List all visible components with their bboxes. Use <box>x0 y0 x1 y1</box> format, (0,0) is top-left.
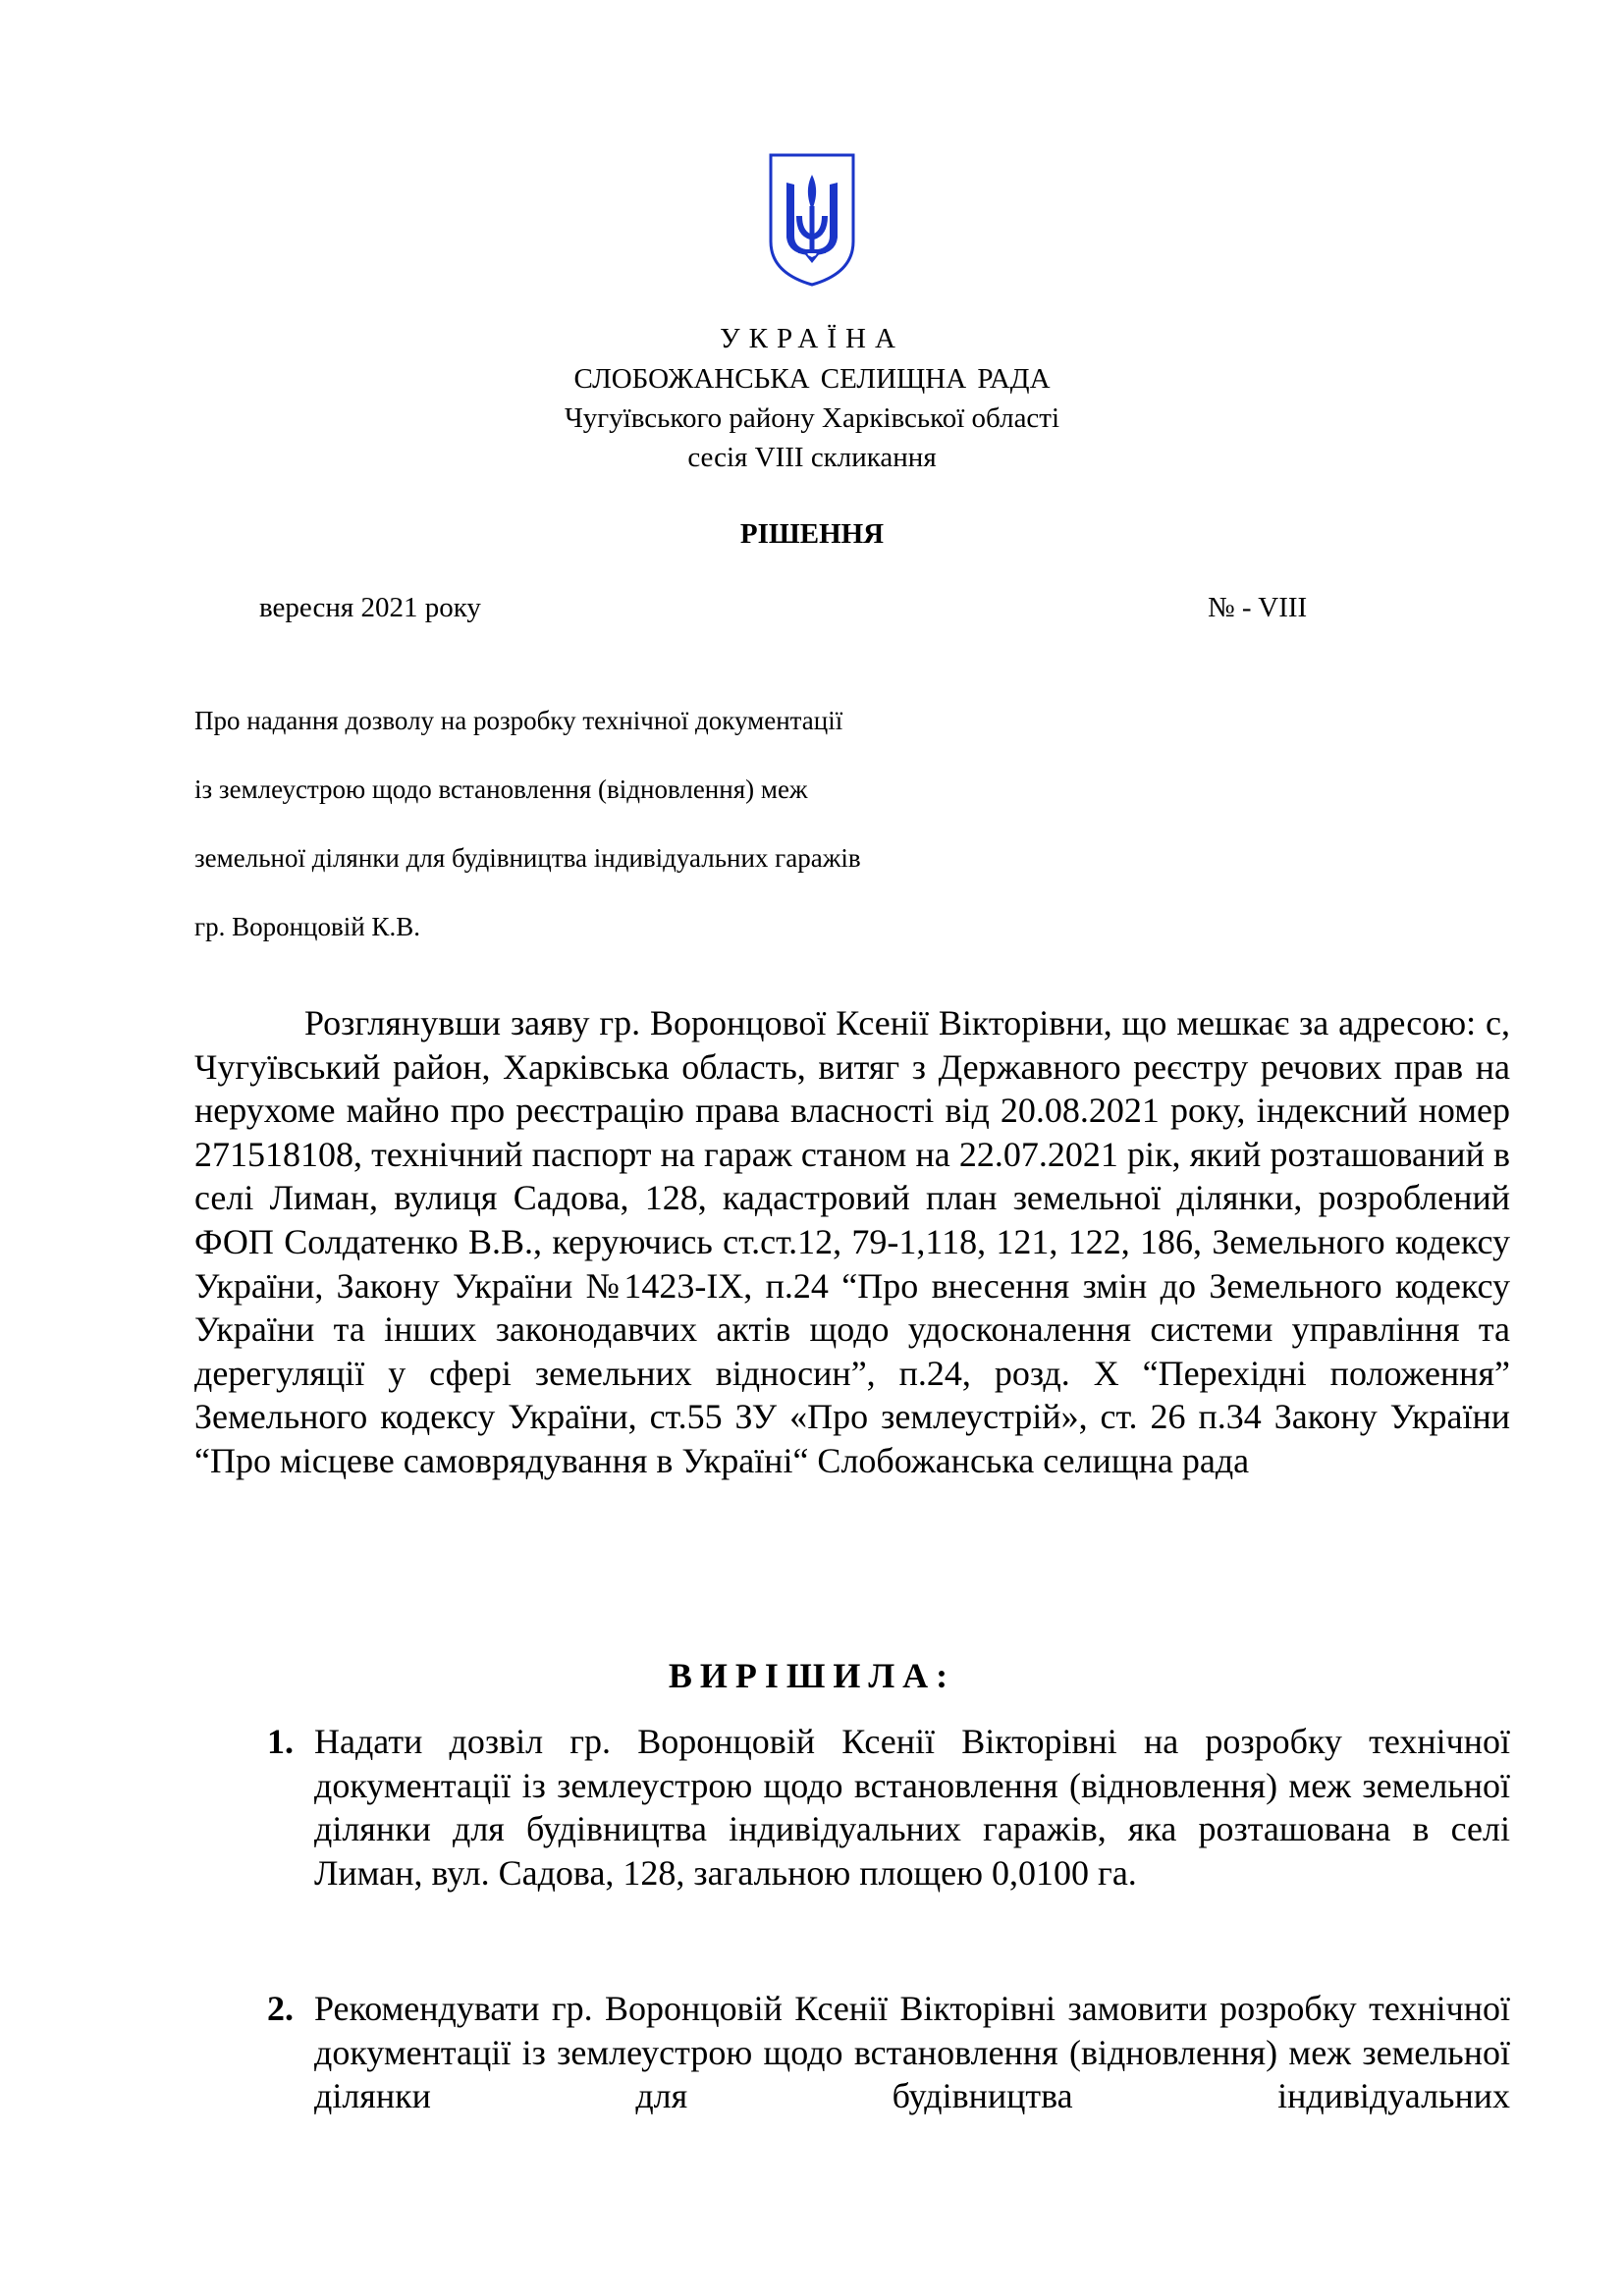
session-label: сесія VIII скликання <box>687 442 937 473</box>
item-text-2: Рекомендувати гр. Воронцовій Ксенії Вікторівні замовити розробку технічної документації із землеустрою щодо встановлення (відновлення) меж земельної ділянки для будівництва індивідуальних <box>314 1989 1510 2116</box>
council-name: СЛОБОЖАНСЬКА СЕЛИЩНА РАДА <box>573 363 1051 395</box>
document-title: РІШЕННЯ <box>739 518 885 550</box>
preamble <box>194 1001 1510 1483</box>
country-name: УКРАЇНА <box>720 323 904 354</box>
preamble-text: Розглянувши заяву гр. Воронцової Ксенії Вікторівни, що мешкає за адресою: с, Чугуївський район, Харківська область, витяг з Державного реєстру речових прав на нерухоме майно про реєстрацію права власності від 20.08.2021 року, індексний номер 271518108, технічний паспорт на гараж станом на 22.07.2021 рік, який розташований в селі Лиман, вулиця Садова, 128, кадастровий план земельної ділянки, розроблений ФОП Солдатенко В.В., керуючись ст.ст.12, 79-1,118, 121, 122, 186, Земельного кодексу України, Закону України №1423-IX, п.24 “Про внесення змін до Земельного кодексу України та інших законодавчих актів щодо удосконалення системи управління та дерегуляції у сфері земельних відносин”, п.24, розд. X “Перехідні положення” Земельного кодексу України, ст.55 ЗУ «Про землеустрій», ст. 26 п.34 Закону України “Про місцеве самоврядування в Україні“ Слобожанська селищна рада <box>194 1003 1510 1480</box>
trident-coat-of-arms-icon <box>765 151 859 289</box>
district-name: Чугуївського району Харківської області <box>564 402 1060 434</box>
subject-line-1: Про надання дозволу на розробку технічної документації <box>194 706 843 735</box>
item-number-1: 1. <box>267 1722 294 1761</box>
decision-number: № - VIII <box>1208 592 1308 623</box>
subject-line-4: гр. Воронцовій К.В. <box>194 912 420 941</box>
subject-line-3: земельної ділянки для будівництва індивідуальних гаражів <box>194 843 861 873</box>
item-text-1: Надати дозвіл гр. Воронцовій Ксенії Вікторівні на розробку технічної документації із землеустрою щодо встановлення (відновлення) меж земельної ділянки для будівництва індивідуальних гаражів, яка розташована в селі Лиман, вул. Садова, 128, загальною площею 0,0100 га. <box>314 1722 1510 1893</box>
decision-date: вересня 2021 року <box>259 592 481 623</box>
decided-heading: ВИРІШИЛА: <box>668 1656 956 1695</box>
subject-line-2: із землеустрою щодо встановлення (відновлення) меж <box>194 774 808 804</box>
item-number-2: 2. <box>267 1989 294 2028</box>
